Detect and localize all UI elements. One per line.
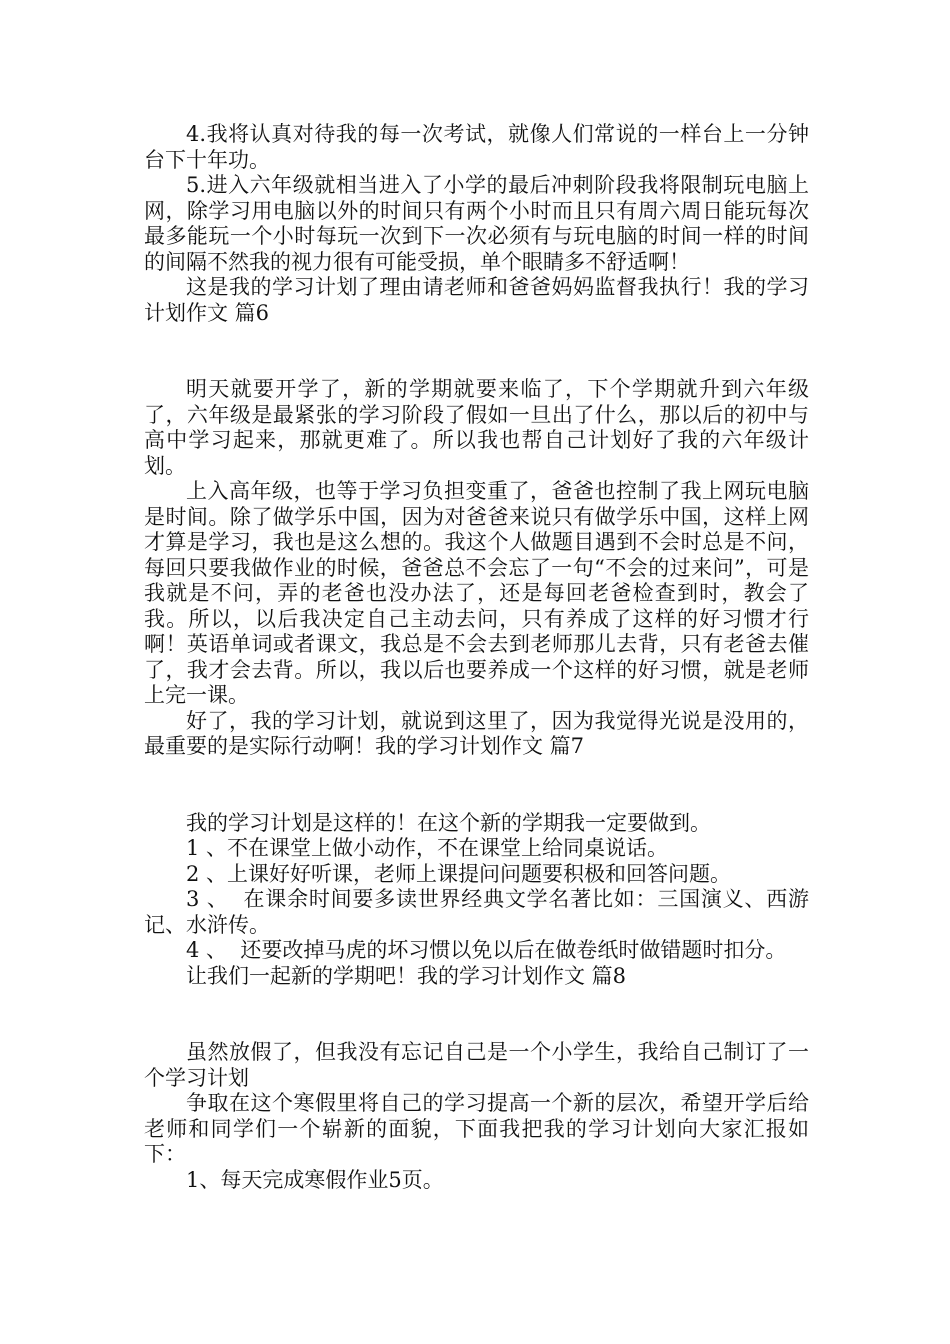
document-body xyxy=(144,122,809,1193)
paragraph-intro-section-8: 虽然放假了，但我没有忘记自己是一个小学生，我给自己制订了一个学习计划 xyxy=(144,1040,809,1090)
list-item-2: 2 、上课好好听课，老师上课提问问题要积极和回答问题。 xyxy=(186,861,732,886)
section-gap xyxy=(144,326,809,377)
paragraph-intro-section-7: 我的学习计划是这样的！在这个新的学期我一定要做到。 xyxy=(186,810,711,835)
section-gap xyxy=(144,760,809,811)
list-item-3: 3 、 在课余时间要多读世界经典文学名著比如：三国演义、西游记、水浒传。 xyxy=(144,887,809,937)
section-gap xyxy=(144,989,809,1040)
paragraph-closing-section-6: 这是我的学习计划了理由请老师和爸爸妈妈监督我执行！我的学习计划作文 篇6 xyxy=(144,275,809,325)
plan-item-1: 1、每天完成寒假作业5页。 xyxy=(186,1167,444,1192)
paragraph-closing-section-7: 好了，我的学习计划，就说到这里了，因为我觉得光说是没用的，最重要的是实际行动啊！我的学习计划作文 篇7 xyxy=(144,708,809,758)
list-item-1: 1 、不在课堂上做小动作，不在课堂上给同桌说话。 xyxy=(186,836,669,860)
paragraph-closing-section-8: 让我们一起新的学期吧！我的学习计划作文 篇8 xyxy=(186,963,627,988)
paragraph-body-section-6: 上入高年级，也等于学习负担变重了，爸爸也控制了我上网玩电脑是时间。除了做学乐中国，因为对爸爸来说只有做学乐中国，这样上网才算是学习，我也是这么想的。我这个人做题目遇到不会时总是不问，每回只要我做作业的时候，爸爸总不会忘了一句“不会的过来问”，可是我就是不问，弄的老爸也没办法了，还是每回老爸检查到时，教会了我。所以，以后我决定自己主动去问，只有养成了这样的好习惯才行啊！英语单词或者课文，我总是不会去到老师那儿去背，只有老爸去催了，我才会去背。所以，我以后也要养成一个这样的好习惯，就是老师上完一课。 xyxy=(144,479,809,707)
paragraph-item-5: 5.进入六年级就相当进入了小学的最后冲刺阶段我将限制玩电脑上网，除学习用电脑以外的时间只有两个小时而且只有周六周日能玩每次最多能玩一个小时每玩一次到下一次必须有与玩电脑的时间一样的时间的间隔不然我的视力很有可能受损，单个眼睛多不舒适啊！ xyxy=(144,173,809,274)
list-item-4: 4 、 还要改掉马虎的坏习惯以免以后在做卷纸时做错题时扣分。 xyxy=(186,938,787,962)
paragraph-intro-section-6: 明天就要开学了，新的学期就要来临了，下个学期就升到六年级了，六年级是最紧张的学习阶段了假如一旦出了什么，那以后的初中与高中学习起来，那就更难了。所以我也帮自己计划好了我的六年级计划。 xyxy=(144,377,809,478)
paragraph-item-4: 4.我将认真对待我的每一次考试，就像人们常说的一样台上一分钟台下十年功。 xyxy=(144,122,809,172)
paragraph-goal-section-8: 争取在这个寒假里将自己的学习提高一个新的层次，希望开学后给老师和同学们一个崭新的面貌，下面我把我的学习计划向大家汇报如下： xyxy=(144,1091,809,1166)
